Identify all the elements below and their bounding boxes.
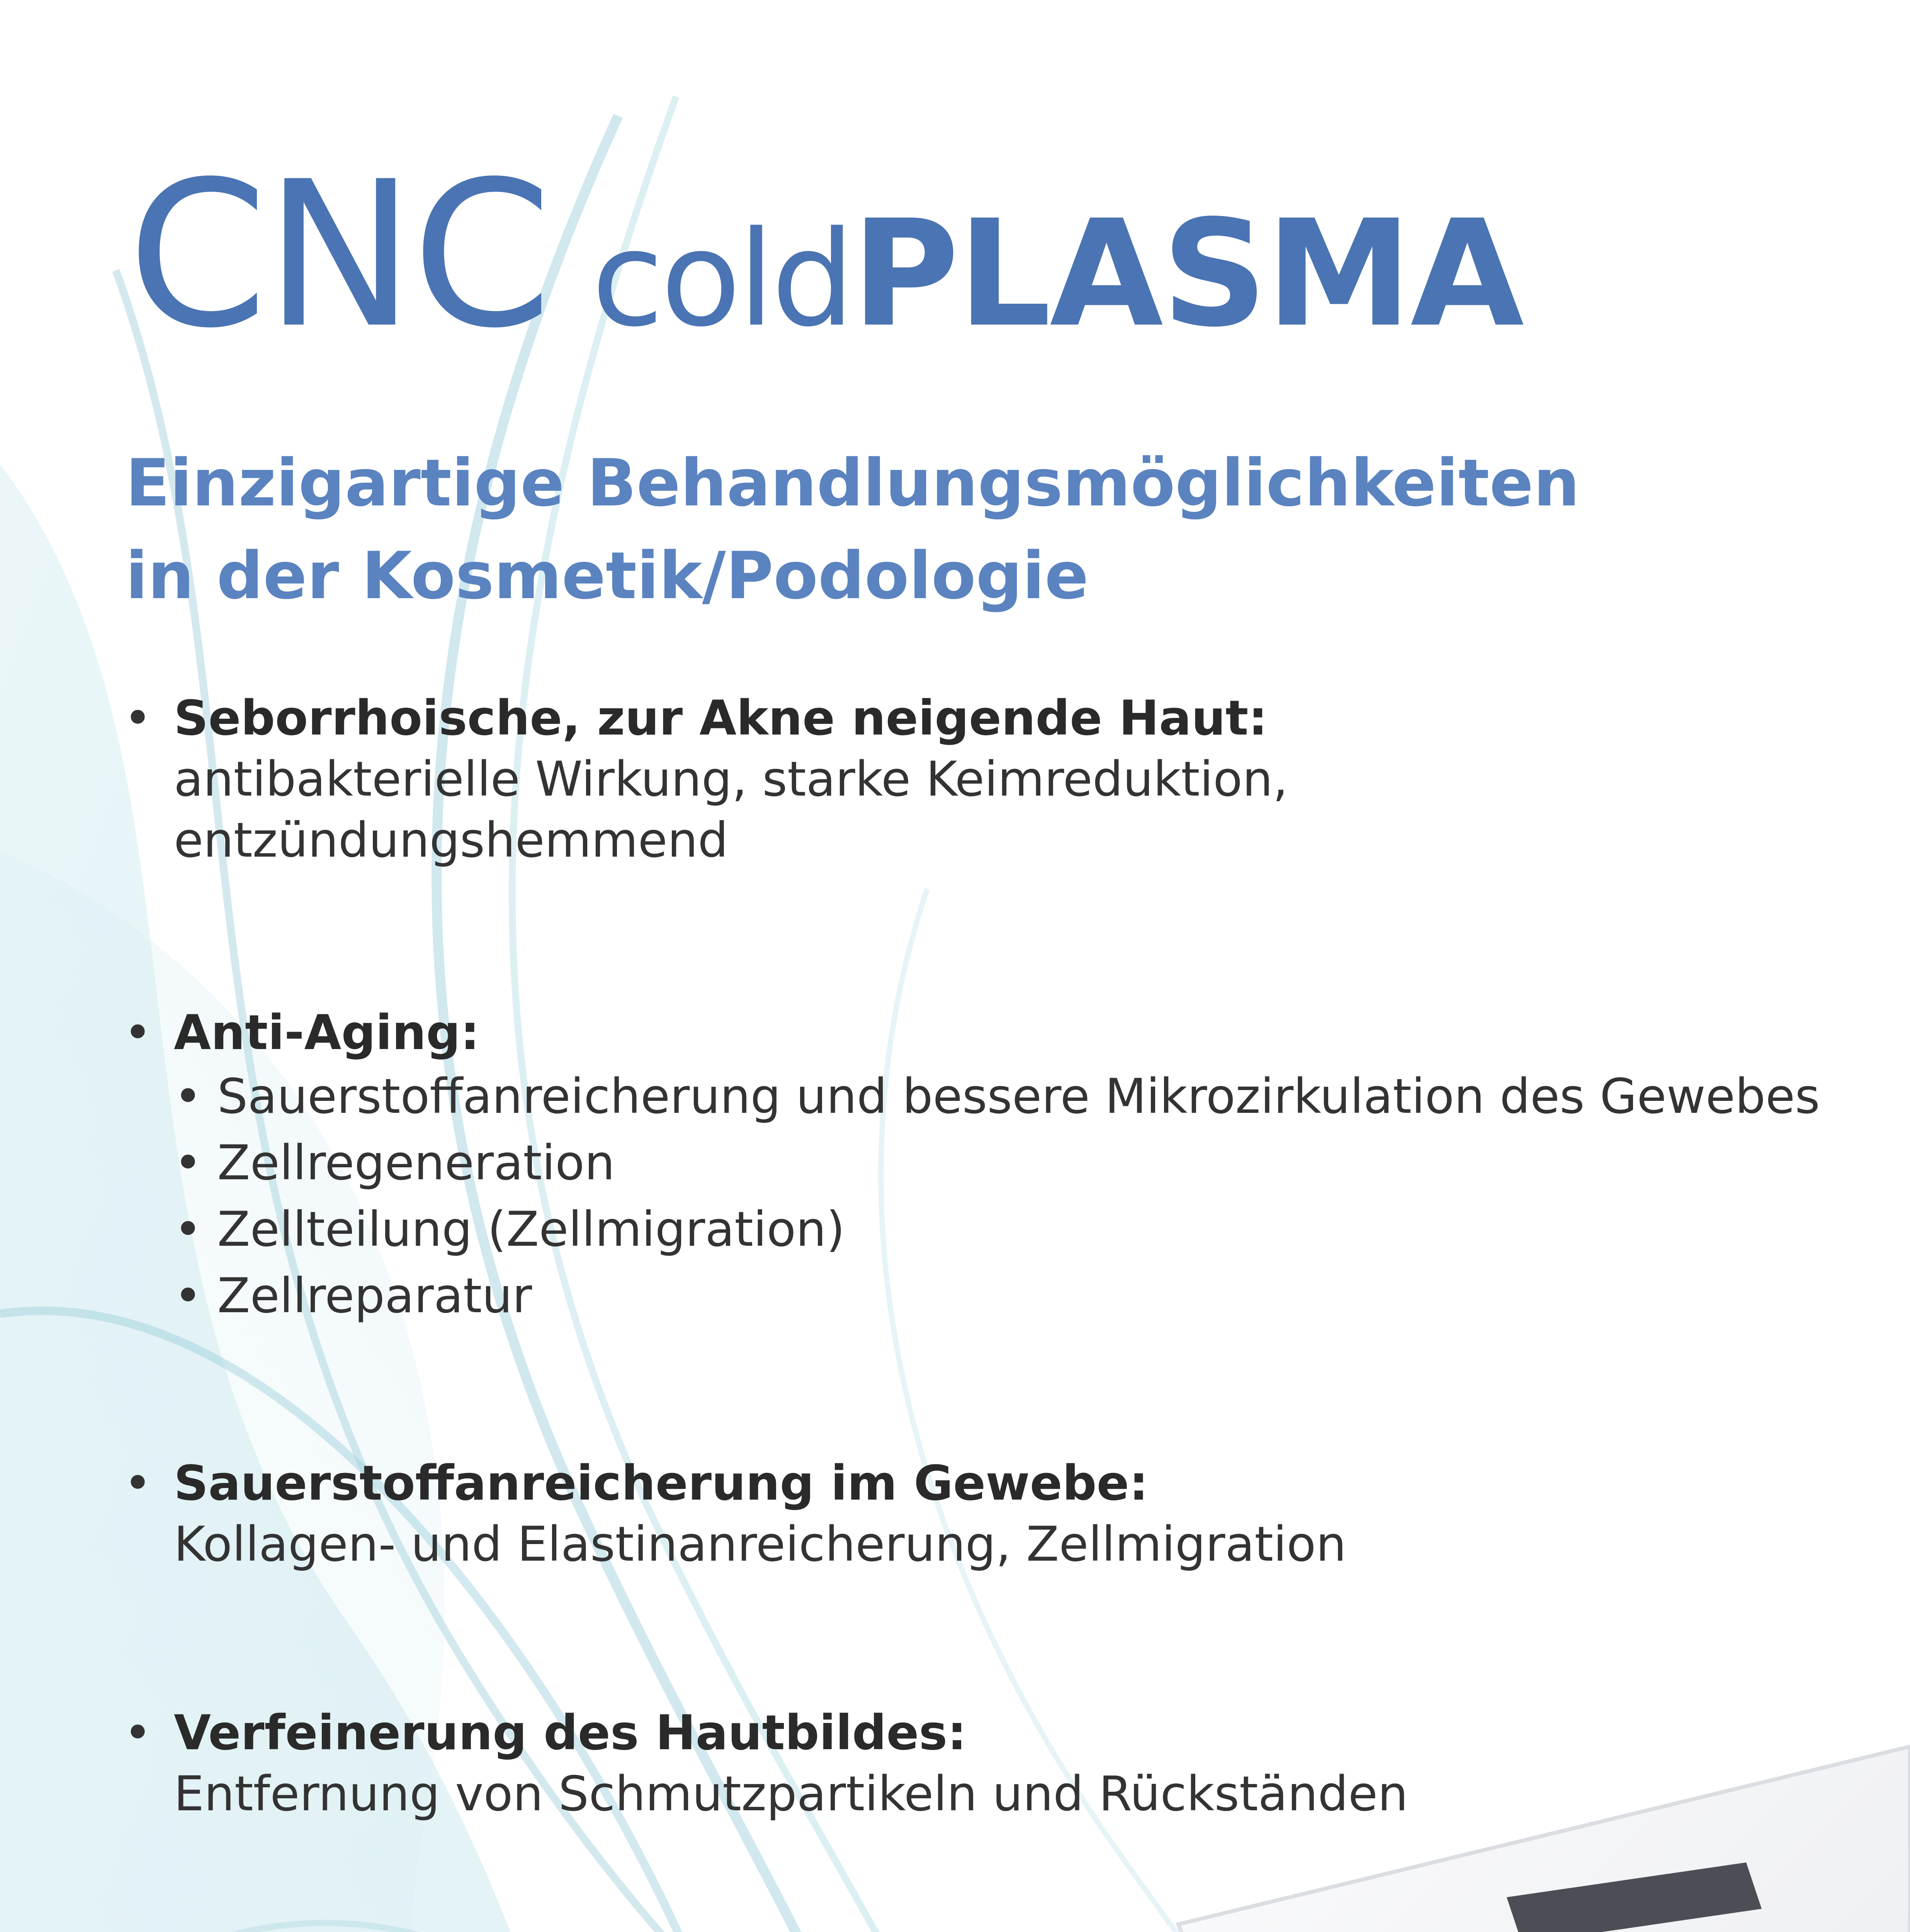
sub-item: • Zellreparatur [174,1268,532,1324]
list-item [124,1702,1785,1825]
bullet-icon: • [124,1456,152,1511]
title-cold: cold [591,203,852,356]
sub-item: • Zellteilung (Zellmigration) [174,1202,845,1257]
bullet-icon: • [124,1005,152,1061]
benefits-list [124,688,1820,1932]
item-text: antibakterielle Wirkung, starke Keimreduktion, [174,752,1288,807]
item-heading: Anti-Aging: [174,1005,480,1061]
item-text: entzündungshemmend [174,813,729,868]
page-title [127,138,1523,372]
sub-item: • Zellregeneration [174,1135,615,1191]
bullet-icon: • [124,690,152,746]
list-item [124,688,1785,871]
item-heading: Sauerstoffanreicherung im Gewebe: [174,1456,1149,1511]
subtitle-line-2: in der Kosmetik/Podologie [126,538,1089,614]
title-cnc: CNC [127,138,549,372]
page-subtitle [126,437,1580,622]
item-heading: Verfeinerung des Hautbildes: [174,1705,967,1761]
sub-item: • Sauerstoffanreicherung und bessere Mikrozirkulation des Gewebes [174,1069,1820,1124]
subtitle-line-1: Einzigartige Behandlungsmöglichkeiten [126,445,1580,521]
item-text: Kollagen- und Elastinanreicherung, Zellmigration [174,1517,1346,1572]
bullet-icon: • [124,1705,152,1761]
list-item [124,1453,1785,1575]
item-text: Entfernung von Schmutzpartikeln und Rückständen [174,1766,1408,1822]
title-plasma: PLASMA [851,188,1523,359]
list-item [124,1002,1820,1329]
item-heading: Seborrhoische, zur Akne neigende Haut: [174,690,1268,746]
